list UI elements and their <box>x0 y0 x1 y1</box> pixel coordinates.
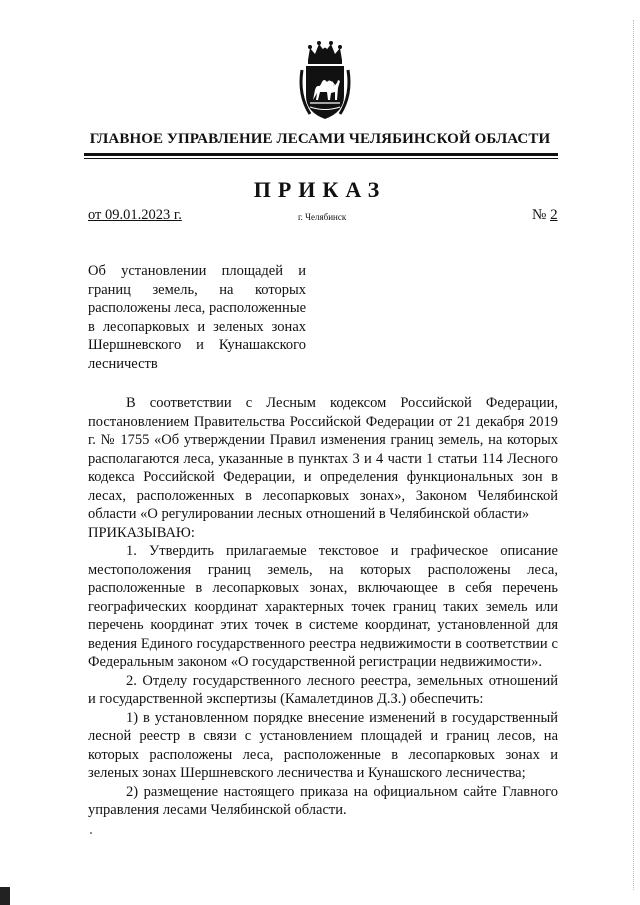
item-2-paragraph: 2. Отделу государственного лесного реестра, земельных отношений и государственной экспертизы (Камалетдинов Д.З.) обеспечить: <box>88 672 558 707</box>
coat-of-arms-emblem <box>296 40 354 122</box>
order-word: ПРИКАЗЫВАЮ: <box>88 524 195 541</box>
item-2-1-paragraph: 1) в установленном порядке внесение изменений в государственный лесной реестр в связи с установлением площадей и границ лесов, на которых расположены леса, расположенные в лесопарковых зонах и зеленых зонах Шершневского лесничества и Кунашского лесничества; <box>88 709 558 781</box>
scan-speck <box>90 832 92 834</box>
order-number <box>532 207 558 224</box>
organization-name: ГЛАВНОЕ УПРАВЛЕНИЕ ЛЕСАМИ ЧЕЛЯБИНСКОЙ ОБЛАСТИ <box>89 131 551 147</box>
preamble-paragraph: В соответствии с Лесным кодексом Российской Федерации, постановлением Правительства Российской Федерации от 21 декабря 2019 г. № 1755 «Об утверждении Правил изменения границ земель, на которых располагаются леса, указанные в пунктах 3 и 4 части 1 статьи 114 Лесного кодекса Российской Федерации, и определения функциональных зон в лесах, расположенных в лесопарковых зонах», Законом Челябинской области «О регулировании лесных отношений в Челябинской области» <box>88 395 558 522</box>
scan-edge <box>632 20 634 890</box>
order-number-prefix: № <box>532 207 547 223</box>
order-subject: Об установлении площадей и границ земель, на которых расположены леса, расположенные в лесопарковых и зеленых зонах Шершневского и Кунашакского лесничеств <box>88 263 306 372</box>
item-2-2-paragraph: 2) размещение настоящего приказа на официальном сайте Главного управления лесами Челябинской области. <box>88 783 558 818</box>
scan-corner-mark <box>0 887 10 905</box>
order-body <box>88 394 558 820</box>
order-number-value: 2 <box>550 207 558 223</box>
header-divider-thick <box>84 153 558 156</box>
header-divider-thin <box>84 158 558 159</box>
order-date: от 09.01.2023 г. <box>88 207 182 223</box>
item-1-paragraph: 1. Утвердить прилагаемые текстовое и графическое описание местоположения границ земель, на которых расположены леса, расположенные в лесопарковых зонах, включающее в себя перечень географических координат характерных точек границ таких земель или перечень координат этих точек в системе координат, установленной для ведения Единого государственного реестра недвижимости в соответствии с Федеральным законом «О государственной регистрации недвижимости». <box>88 543 558 670</box>
document-title: ПРИКАЗ <box>253 177 387 202</box>
order-city: г. Челябинск <box>298 212 347 222</box>
